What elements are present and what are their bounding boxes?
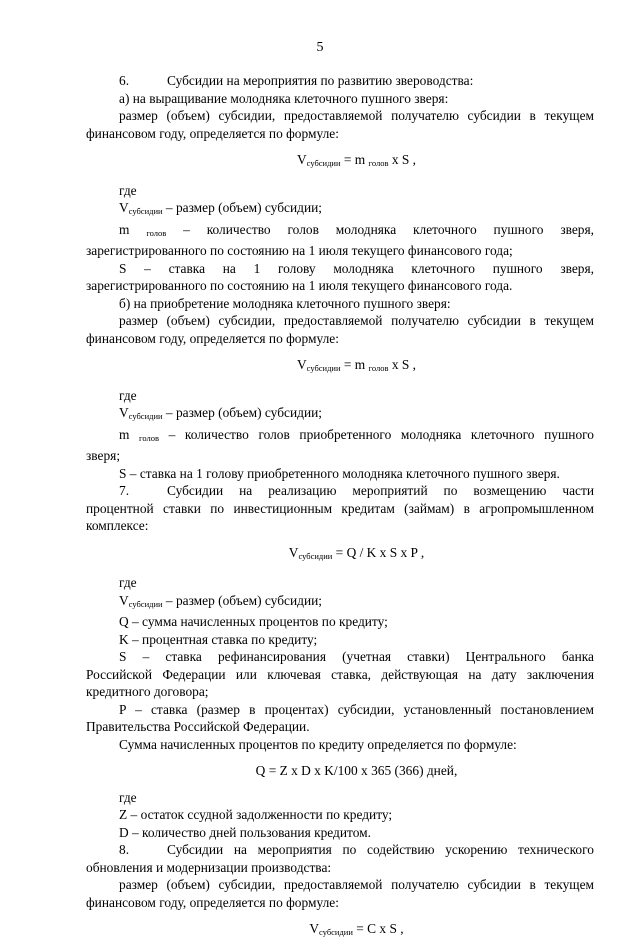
page-number: 5	[316, 40, 324, 55]
definition-v: $V_{субсидии}$ – размер (объем) субсидии;	[119, 405, 322, 421]
where-label: где	[119, 387, 137, 403]
paragraph-line: кредитного договора;	[86, 684, 209, 699]
subsection-a-heading: а) на выращивание молодняка клеточного пушного зверя:	[119, 90, 449, 106]
paragraph-line: размер (объем) субсидии, предоставляемой получателю субсидии в текущем	[119, 108, 594, 123]
paragraph-line: финансовом году, определяется по формуле:	[86, 894, 339, 910]
definition-z: Z – остаток ссудной задолженности по кредиту;	[119, 807, 393, 822]
paragraph-line: зверя;	[86, 448, 121, 463]
section-title: Субсидии на мероприятия по развитию звероводства:	[167, 73, 474, 88]
paragraph-line: размер (объем) субсидии, предоставляемой получателю субсидии в текущем	[119, 313, 594, 328]
document-body	[86, 72, 594, 951]
definition-v: $V_{субсидии}$ – размер (объем) субсидии;	[119, 592, 322, 609]
definition-p: P – ставка (размер в процентах) субсидии, установленный постановлением	[119, 701, 594, 717]
definition-s: S – ставка рефинансирования (учетная ставки) Центрального банка	[119, 649, 594, 664]
where-label: где	[119, 789, 137, 805]
paragraph-line: финансовом году, определяется по формуле:	[86, 330, 339, 346]
definition-q: Q – сумма начисленных процентов по кредиту;	[119, 614, 388, 629]
formula-s7: $V_{субсидии} = Q / K$ x S x P ,	[288, 544, 425, 561]
section-number: 7.	[119, 483, 130, 498]
subsection-b-heading: б) на приобретение молодняка клеточного пушного зверя:	[119, 295, 451, 311]
section-7-heading: 7. Субсидии на реализацию мероприятий по возмещению части	[119, 483, 594, 498]
paragraph-line: комплексе:	[86, 518, 149, 533]
formula-a: $V_{субсидии} = m$ $_{голов}$ x S ,	[296, 152, 417, 168]
definition-d: D – количество дней пользования кредитом.	[119, 824, 371, 840]
definition-m: m $_{голов}$ – количество голов приобретенного молодняка клеточного пушного	[119, 426, 594, 443]
section-number: 6.	[119, 73, 130, 88]
paragraph-line: обновления и модернизации производства:	[86, 859, 332, 875]
paragraph-line: размер (объем) субсидии, предоставляемой получателю субсидии в текущем	[119, 877, 594, 892]
definition-m: m $_{голов}$ – количество голов молодняка клеточного пушного зверя,	[119, 221, 594, 238]
paragraph-line: финансовом году, определяется по формуле:	[86, 125, 339, 141]
paragraph-line: процентной ставки по инвестиционным кредитам (займам) в агропромышленном	[86, 500, 594, 516]
paragraph-line: Российской Федерации или ключевая ставка, действующая на дату заключения	[86, 666, 594, 682]
section-6-heading	[119, 72, 594, 90]
where-label: где	[119, 575, 137, 590]
paragraph-line: зарегистрированного по состоянию на 1 июля текущего финансового года;	[86, 243, 513, 258]
definition-v: $V_{субсидии}$ – размер (объем) субсидии;	[119, 200, 322, 216]
paragraph-line: зарегистрированного по состоянию на 1 июля текущего финансового года.	[86, 278, 513, 293]
section-number: 8.	[119, 842, 130, 857]
formula-q: Q = Z x D x K/100 x 365 (366) дней,	[255, 763, 458, 778]
definition-s: S – ставка на 1 голову приобретенного молодняка клеточного пушного зверя.	[119, 465, 560, 481]
where-label: где	[119, 182, 137, 198]
paragraph-line: Правительства Российской Федерации.	[86, 719, 310, 734]
definition-s: S – ставка на 1 голову молодняка клеточного пушного зверя,	[119, 260, 594, 276]
formula-b: $V_{субсидии} = m$ $_{голов}$ x S ,	[296, 357, 417, 373]
section-8-heading: 8. Субсидии на мероприятия по содействию ускорению технического	[119, 842, 594, 857]
q-intro: Сумма начисленных процентов по кредиту определяется по формуле:	[119, 736, 517, 752]
definition-k: K – процентная ставка по кредиту;	[119, 631, 318, 647]
formula-s8: $V_{субсидии} = C$ x S ,	[309, 921, 404, 937]
